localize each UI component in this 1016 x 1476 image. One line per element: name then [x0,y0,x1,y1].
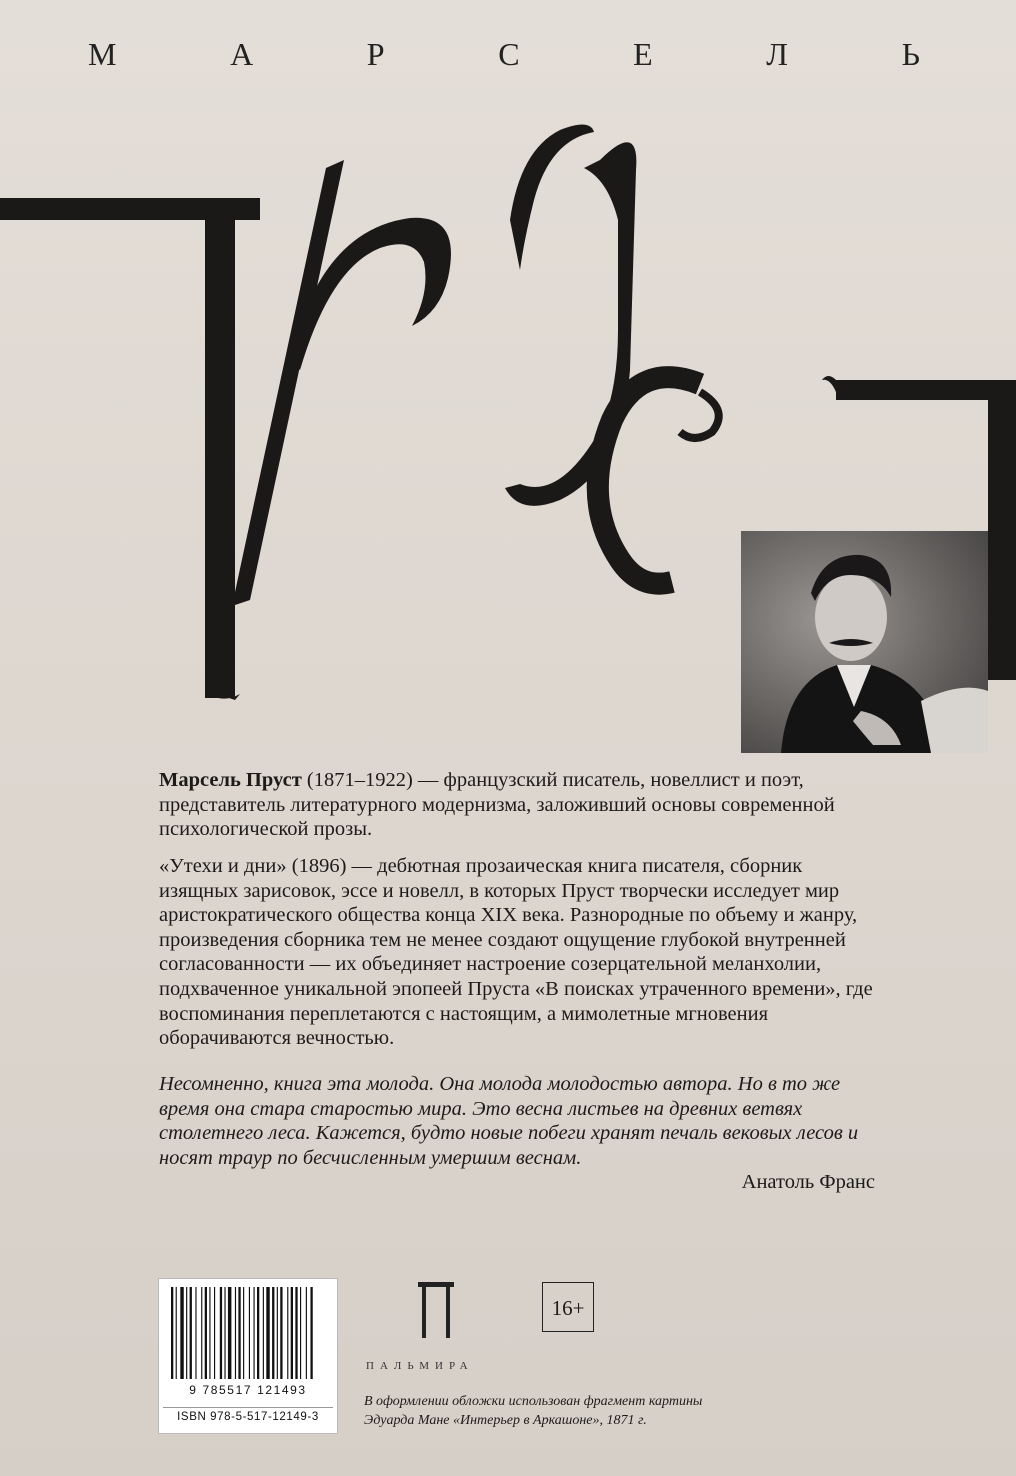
barcode-bar [295,1287,297,1379]
barcode-bar [280,1287,282,1379]
barcode-bar [171,1287,173,1379]
barcode-bar [205,1287,207,1379]
barcode-bar [277,1287,278,1379]
barcode-bar [228,1287,231,1379]
author-letter: Ь [901,36,920,72]
publisher-logo-icon [418,1282,454,1343]
barcode-bar [238,1287,240,1379]
barcode-bar [209,1287,210,1379]
barcode-bar [186,1287,187,1379]
barcode-bar [201,1287,202,1379]
barcode-bar [254,1287,255,1379]
barcode-bar [291,1287,293,1379]
author-bio [159,768,879,842]
barcode-bar [263,1287,264,1379]
barcode-bar [214,1287,215,1379]
barcode-bar [257,1287,259,1379]
barcode-bar [220,1287,222,1379]
barcode-digits: 9 785517 121493 [189,1383,307,1397]
barcode-bar [310,1287,312,1379]
author-letter: С [498,36,520,72]
barcode-bar [235,1287,236,1379]
surname-letter-r [232,160,451,606]
barcode-bars [169,1287,327,1381]
barcode-bar [195,1287,196,1379]
barcode-bar [249,1287,250,1379]
barcode-bar [287,1287,288,1379]
surname-letter-p [0,198,260,700]
quote-author: Анатоль Франс [741,1171,875,1193]
author-letter: А [230,36,254,72]
barcode-bar [180,1287,183,1379]
barcode-bar [272,1287,274,1379]
barcode-bar [266,1287,269,1379]
isbn: ISBN 978-5-517-12149-3 [163,1407,333,1423]
barcode-bar [306,1287,307,1379]
barcode-bar [300,1287,301,1379]
cover-credit-painting: Эдуарда Мане «Интерьер в Аркашоне» [364,1413,600,1428]
barcode-bar [243,1287,244,1379]
review-quote: Несомненно, книга эта молода. Она молода молодостью автора. Но в то же время она стара старостью мира. Это весна листьев на древних ветвях столетнего леса. Кажется, будто новые побеги хранят печаль вековых лесов и носят траур по бесчисленным умершим веснам. [159,1073,859,1169]
barcode-bar [190,1287,192,1379]
author-letter: М [88,36,117,72]
cover-credit-year: , 1871 г. [599,1413,647,1428]
publisher-name: ПАЛЬМИРА [366,1360,474,1372]
author-name: Марсель Пруст [159,769,302,791]
cover-credit [364,1392,824,1430]
surname-letter-s [598,377,719,584]
author-letter: Р [366,36,385,72]
author-bio-text: (1871–1922) — французский писатель, новеллист и поэт, представитель литературного модернизма, заложивший основы современной психологической прозы. [159,769,835,841]
author-letter: Л [766,36,788,72]
barcode [158,1278,338,1434]
age-rating-badge: 16+ [542,1282,594,1332]
cover-credit-line1: В оформлении обложки использован фрагмент картины [364,1394,703,1409]
author-letter: Е [633,36,653,72]
author-portrait-photo [741,531,988,753]
barcode-bar [224,1287,225,1379]
surname-letter-u [505,124,636,505]
book-description: «Утехи и дни» (1896) — дебютная прозаическая книга писателя, сборник изящных зарисовок, эссе и новелл, в которых Пруст творчески исследует мир аристократического общества конца XIX века. Разнородные по объему и жанру, произведения сборника тем не менее создают ощущение глубокой внутренней согласованности — их объединяет настроение созерцательной меланхолии, подхваченное уникальной эпопеей Пруста «В поисках утраченного времени», где воспоминания переплетаются с настоящим, а мимолетные мгновения оборачиваются вечностью. [159,855,873,1050]
barcode-bar [176,1287,177,1379]
cover-credit-line2 [364,1411,824,1430]
